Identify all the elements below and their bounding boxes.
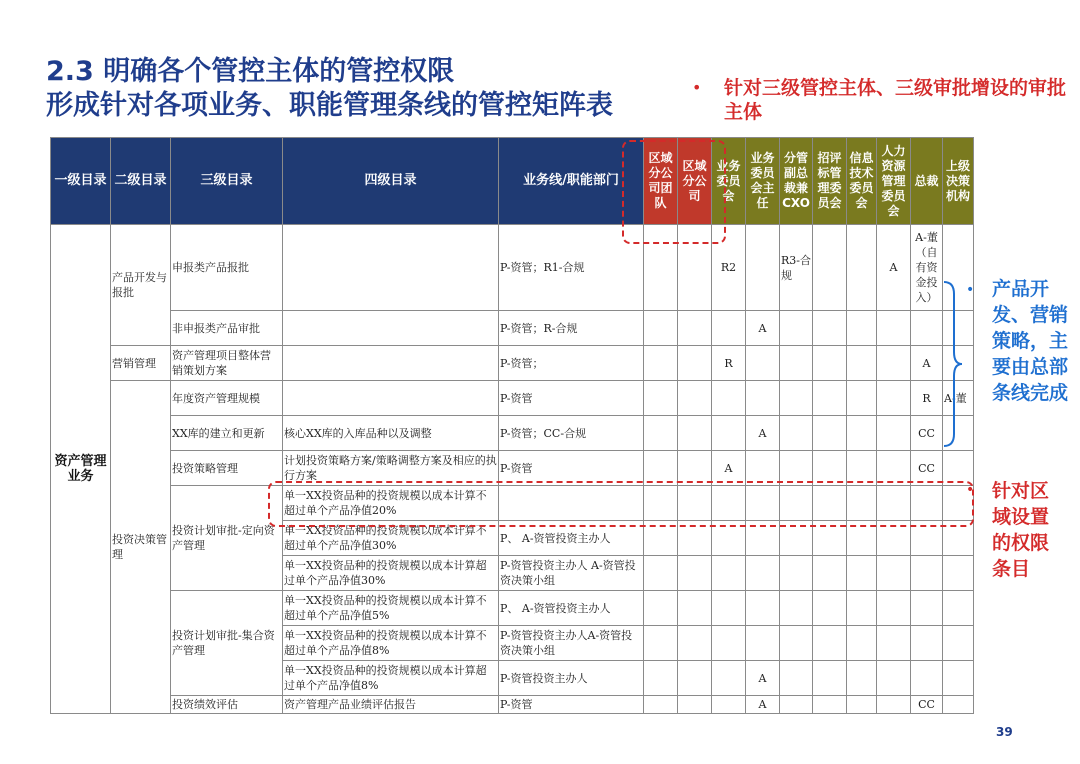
cell-chair: A bbox=[746, 661, 780, 696]
cell-l2: 营销管理 bbox=[111, 346, 171, 381]
cell-l3: 资产管理项目整体营销策划方案 bbox=[171, 346, 283, 381]
cell-l3: 年度资产管理规模 bbox=[171, 381, 283, 416]
header-dept: 业务线/职能部门 bbox=[499, 138, 644, 225]
header-president: 总裁 bbox=[911, 138, 943, 225]
cell-l4: 单一XX投资品种的投资规模以成本计算不超过单个产品净值30% bbox=[283, 521, 499, 556]
header-l1: 一级目录 bbox=[51, 138, 111, 225]
header-row bbox=[51, 138, 974, 225]
cell-dept: P、 A-资管投资主办人 bbox=[499, 521, 644, 556]
header-hr-committee: 人力资源管理委员会 bbox=[877, 138, 911, 225]
cell-biz: A bbox=[712, 451, 746, 486]
cell-chair: A bbox=[746, 696, 780, 714]
header-biz-committee-chair: 业务委员会主任 bbox=[746, 138, 780, 225]
header-region-company: 区域分公司 bbox=[678, 138, 712, 225]
cell-l4: 单一XX投资品种的投资规模以成本计算超过单个产品净值8% bbox=[283, 661, 499, 696]
control-matrix-table bbox=[50, 137, 974, 714]
cell-chair: A bbox=[746, 311, 780, 346]
table-row bbox=[51, 225, 974, 311]
header-it-committee: 信息技术委员会 bbox=[847, 138, 877, 225]
top-right-note: 针对三级管控主体、三级审批增设的审批主体 bbox=[724, 77, 1067, 123]
cell-l4 bbox=[283, 225, 499, 311]
cell-biz: R2 bbox=[712, 225, 746, 311]
cell-l2: 投资决策管理 bbox=[111, 381, 171, 714]
cell-l4: 资产管理产品业绩评估报告 bbox=[283, 696, 499, 714]
cell-president: A bbox=[911, 346, 943, 381]
cell-l3: 非申报类产品审批 bbox=[171, 311, 283, 346]
bullet-icon: • bbox=[692, 78, 702, 97]
cell-dept: P-资管；CC-合规 bbox=[499, 416, 644, 451]
cell-dept: P-资管；R1-合规 bbox=[499, 225, 644, 311]
page-title-line1: 2.3 明确各个管控主体的管控权限 bbox=[46, 56, 455, 87]
header-region-team: 区域分公司团队 bbox=[644, 138, 678, 225]
cell-dept: P-资管 bbox=[499, 696, 644, 714]
cell-dept: P、 A-资管投资主办人 bbox=[499, 591, 644, 626]
brace-icon bbox=[940, 280, 964, 448]
header-upper-body: 上级决策机构 bbox=[943, 138, 974, 225]
cell-biz: R bbox=[712, 346, 746, 381]
cell-l4: 计划投资策略方案/策略调整方案及相应的执行方案 bbox=[283, 451, 499, 486]
cell-upper: A-董 bbox=[943, 381, 974, 416]
cell-l3: 投资计划审批-定向资产管理 bbox=[171, 486, 283, 591]
header-l2: 二级目录 bbox=[111, 138, 171, 225]
cell-hr: A bbox=[877, 225, 911, 311]
region-rows-highlight bbox=[268, 481, 974, 527]
cell-l4: 核心XX库的入库品种以及调整 bbox=[283, 416, 499, 451]
cell-dept: P-资管；R-合规 bbox=[499, 311, 644, 346]
cell-l2: 产品开发与报批 bbox=[111, 225, 171, 346]
side-note-red: 针对区域设置的权限条目 bbox=[992, 480, 1050, 580]
cell-chair: A bbox=[746, 416, 780, 451]
cell-dept: P-资管 bbox=[499, 381, 644, 416]
table-row bbox=[51, 696, 974, 714]
table-row bbox=[51, 381, 974, 416]
bullet-icon: • bbox=[966, 482, 975, 498]
cell-president: A-董（自有资金投入） bbox=[911, 225, 943, 311]
region-columns-highlight bbox=[622, 140, 726, 244]
cell-dept: P-资管； bbox=[499, 346, 644, 381]
cell-l3: 申报类产品报批 bbox=[171, 225, 283, 311]
table-row bbox=[51, 346, 974, 381]
page-title-line2: 形成针对各项业务、职能管理条线的管控矩阵表 bbox=[46, 90, 613, 121]
bullet-icon: • bbox=[966, 282, 975, 298]
cell-l4: 单一XX投资品种的投资规模以成本计算不超过单个产品净值8% bbox=[283, 626, 499, 661]
table-row bbox=[51, 416, 974, 451]
cell-president: CC bbox=[911, 451, 943, 486]
header-l4: 四级目录 bbox=[283, 138, 499, 225]
cell-vp: R3-合规 bbox=[780, 225, 813, 311]
table-row bbox=[51, 311, 974, 346]
cell-l1: 资产管理业务 bbox=[51, 225, 111, 714]
cell-dept: P-资管投资主办人 bbox=[499, 661, 644, 696]
cell-l3: 投资策略管理 bbox=[171, 451, 283, 486]
header-l3: 三级目录 bbox=[171, 138, 283, 225]
cell-l3: 投资计划审批-集合资产管理 bbox=[171, 591, 283, 696]
side-note-blue: 产品开发、营销策略，主要由总部条线完成 bbox=[992, 278, 1069, 404]
page-number: 39 bbox=[996, 725, 1013, 739]
header-vp-cxo: 分管副总裁兼CXO bbox=[780, 138, 813, 225]
cell-president: CC bbox=[911, 696, 943, 714]
cell-l3: XX库的建立和更新 bbox=[171, 416, 283, 451]
cell-l3: 投资绩效评估 bbox=[171, 696, 283, 714]
cell-dept: P-资管 bbox=[499, 451, 644, 486]
cell-l4: 单一XX投资品种的投资规模以成本计算超过单个产品净值30% bbox=[283, 556, 499, 591]
cell-l4: 单一XX投资品种的投资规模以成本计算不超过单个产品净值5% bbox=[283, 591, 499, 626]
table-row bbox=[51, 591, 974, 626]
cell-dept: P-资管投资主办人A-资管投资决策小组 bbox=[499, 626, 644, 661]
header-bid-committee: 招评标管理委员会 bbox=[813, 138, 847, 225]
cell-dept: P-资管投资主办人 A-资管投资决策小组 bbox=[499, 556, 644, 591]
header-biz-committee: 业务委员会 bbox=[712, 138, 746, 225]
cell-l4: 单一XX投资品种的投资规模以成本计算不超过单个产品净值20% bbox=[283, 486, 499, 521]
cell-president: R bbox=[911, 381, 943, 416]
cell-president: CC bbox=[911, 416, 943, 451]
